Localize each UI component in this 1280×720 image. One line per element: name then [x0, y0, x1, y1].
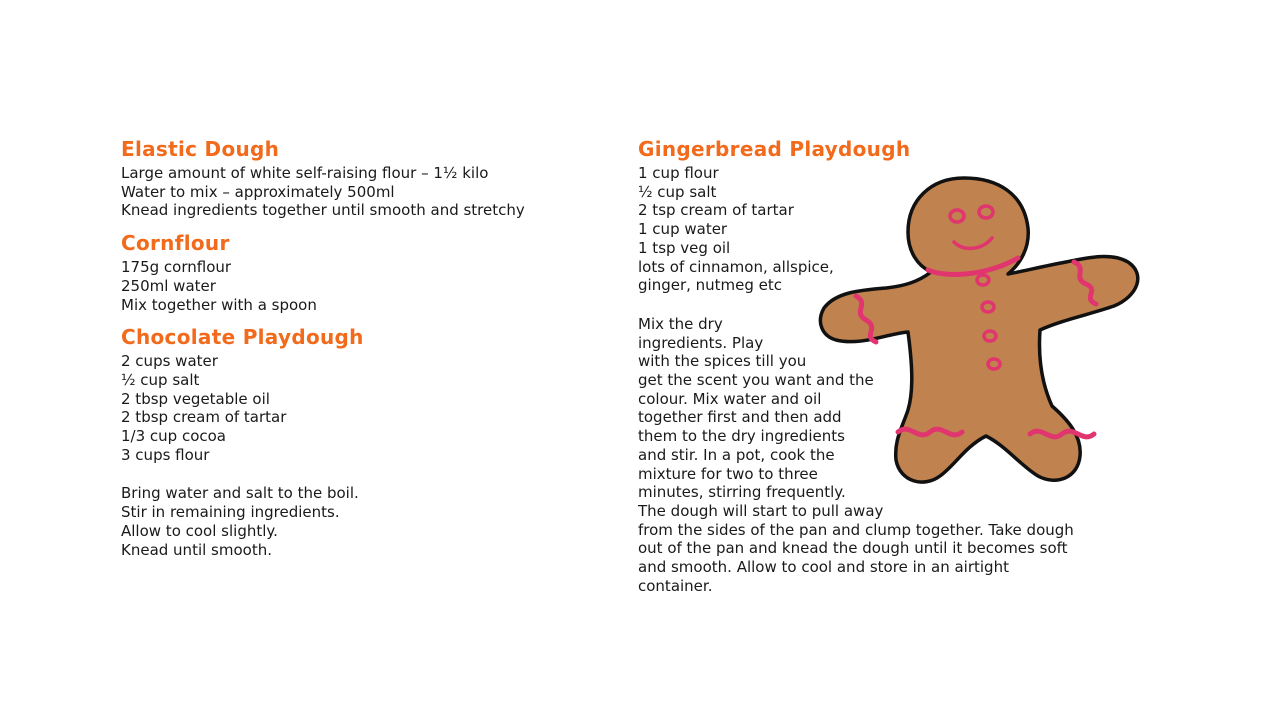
method-line: The dough will start to pull away — [638, 501, 884, 520]
elastic-dough-title: Elastic Dough — [121, 137, 280, 161]
recipe-line: Knead ingredients together until smooth and stretchy — [121, 201, 525, 220]
ingredient-line: ginger, nutmeg etc — [638, 276, 783, 295]
method-line: from the sides of the pan and clump together. Take dough — [638, 520, 1074, 539]
left-column — [121, 136, 601, 559]
ingredient-line: 2 tbsp vegetable oil — [121, 389, 270, 408]
recipe-line: 175g cornflour — [121, 258, 232, 277]
ingredient-line: 3 cups flour — [121, 445, 210, 464]
method-line: with the spices till you — [638, 352, 807, 371]
ingredient-line: 1 cup water — [638, 220, 728, 239]
ingredient-line: 2 tbsp cream of tartar — [121, 408, 287, 427]
method-line: Stir in remaining ingredients. — [121, 503, 340, 522]
elastic-dough-lines — [121, 164, 601, 220]
method-line: Allow to cool slightly. — [121, 521, 278, 540]
chocolate-playdough-title: Chocolate Playdough — [121, 325, 364, 350]
method-line: them to the dry ingredients — [638, 427, 845, 446]
method-line: and stir. In a pot, cook the — [638, 445, 835, 464]
method-line: get the scent you want and the — [638, 371, 874, 390]
recipe-line: Large amount of white self-raising flour – 1½ kilo — [121, 164, 489, 182]
gingerbread-man-icon — [816, 170, 1144, 495]
chocolate-playdough-recipe — [121, 324, 601, 559]
method-line: minutes, stirring frequently. — [638, 483, 846, 502]
method-line: mixture for two to three — [638, 464, 818, 483]
chocolate-ingredients — [121, 352, 601, 464]
method-line: Bring water and salt to the boil. — [121, 484, 359, 503]
recipe-line: 250ml water — [121, 276, 216, 295]
method-line: Mix the dry — [638, 314, 723, 333]
ingredient-line: 1/3 cup cocoa — [121, 427, 226, 446]
ingredient-line: 2 tsp cream of tartar — [638, 201, 794, 220]
cornflour-title: Cornflour — [121, 231, 230, 256]
ingredient-line: lots of cinnamon, allspice, — [638, 257, 834, 276]
method-line: Knead until smooth. — [121, 540, 272, 559]
method-line: container. — [638, 576, 713, 595]
cornflour-lines — [121, 258, 601, 314]
ingredient-line: ½ cup salt — [121, 370, 200, 389]
ingredient-line: ½ cup salt — [638, 182, 717, 201]
ingredient-line: 2 cups water — [121, 352, 218, 371]
ingredient-line: 1 cup flour — [638, 164, 719, 182]
method-line: and smooth. Allow to cool and store in an airtight — [638, 558, 1009, 577]
gingerbread-playdough-title: Gingerbread Playdough — [638, 137, 911, 161]
cornflour-recipe — [121, 230, 601, 314]
method-line: ingredients. Play — [638, 333, 764, 352]
elastic-dough-recipe — [121, 136, 601, 220]
ingredient-line: 1 tsp veg oil — [638, 238, 731, 257]
chocolate-method — [121, 484, 601, 559]
recipe-line: Mix together with a spoon — [121, 295, 317, 314]
method-line: colour. Mix water and oil — [638, 389, 822, 408]
method-line: together first and then add — [638, 408, 842, 427]
recipe-line: Water to mix – approximately 500ml — [121, 182, 395, 201]
method-line: out of the pan and knead the dough until it becomes soft — [638, 539, 1068, 558]
